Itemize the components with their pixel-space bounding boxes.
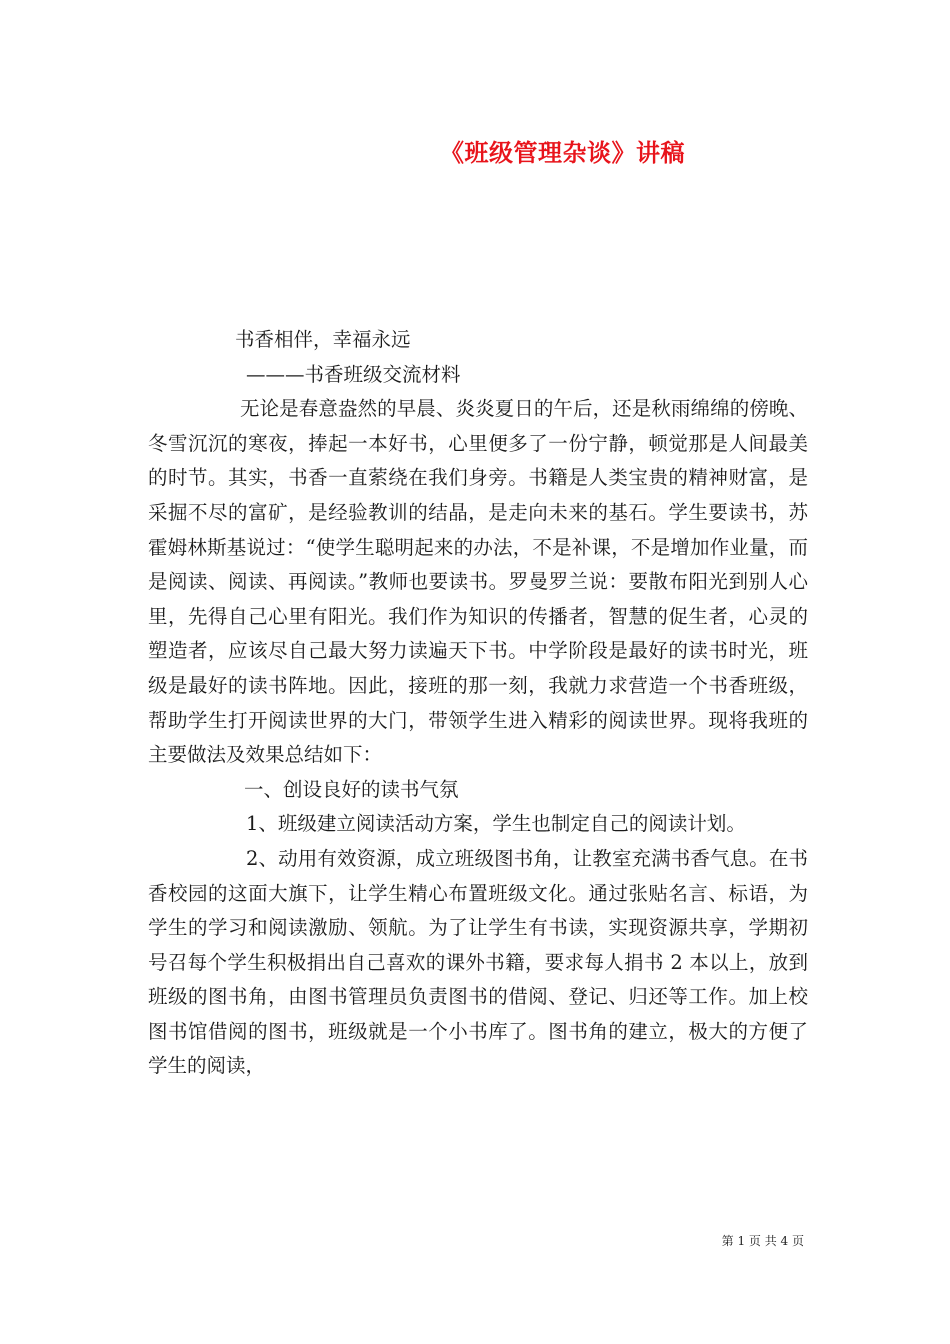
intro-paragraph: 无论是春意盎然的早晨、炎炎夏日的午后，还是秋雨绵绵的傍晚、冬雪沉沉的寒夜，捧起一本好书，心里便多了一份宁静，顿觉那是人间最美的时节。其实，书香一直萦绕在我们身旁。书籍是人类宝贵的精神财富，是采掘不尽的富矿，是经验教训的结晶，是走向未来的基石。学生要读书，苏霍姆林斯基说过：“使学生聪明起来的办法，不是补课，不是增加作业量，而是阅读、阅读、再阅读。”教师也要读书。罗曼罗兰说：要散布阳光到别人心里，先得自己心里有阳光。我们作为知识的传播者，智慧的促生者，心灵的塑造者，应该尽自己最大努力读遍天下书。中学阶段是最好的读书时光，班级是最好的读书阵地。因此，接班的那一刻，我就力求营造一个书香班级，帮助学生打开阅读世界的大门，带领学生进入精彩的阅读世界。现将我班的主要做法及效果总结如下： [148, 397, 808, 767]
document-body [148, 323, 808, 1084]
article-heading: 书香相伴，幸福永远 [235, 328, 411, 351]
page-number-footer: 第 1 页 共 4 页 [721, 1234, 804, 1248]
article-subheading: ———书香班级交流材料 [246, 362, 461, 386]
document-title: 《班级管理杂谈》讲稿 [440, 138, 685, 167]
list-item-2: 2、动用有效资源，成立班级图书角，让教室充满书香气息。在书香校园的这面大旗下，让学生精心布置班级文化。通过张贴名言、标语，为学生的学习和阅读激励、领航。为了让学生有书读，实现资源共享，学期初号召每个学生积极捐出自己喜欢的课外书籍，要求每人捐书 2 本以上，放到班级的图书角，由图书管理员负责图书的借阅、登记、归还等工作。加上校图书馆借阅的图书，班级就是一个小书库了。图书角的建立，极大的方便了学生的阅读， [148, 846, 808, 1078]
section-heading-1: 一、创设良好的读书气氛 [244, 777, 459, 801]
list-item-1: 1、班级建立阅读活动方案，学生也制定自己的阅读计划。 [246, 812, 746, 836]
